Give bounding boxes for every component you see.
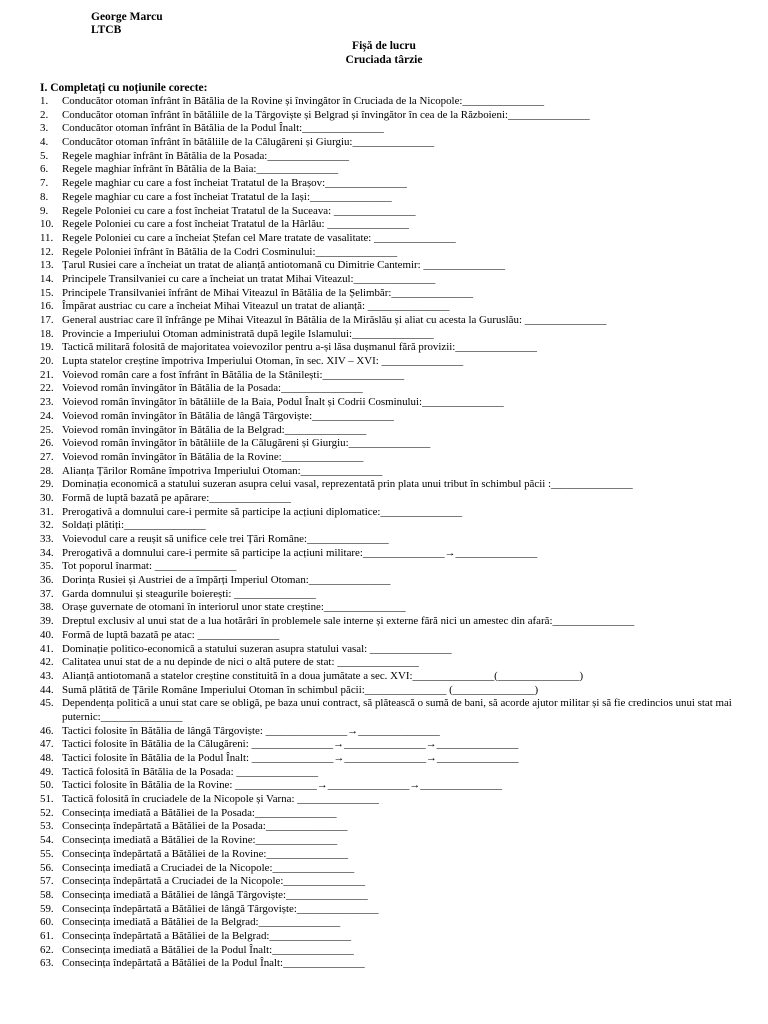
question-text: Regele Poloniei cu care a încheiat Ștefan cel Mare tratate de vasalitate: _______________ [62, 231, 456, 244]
question-item [40, 779, 760, 793]
question-text: Soldați plătiți:_______________ [62, 519, 206, 532]
question-item [40, 191, 760, 205]
question-number: 16. [40, 300, 54, 313]
question-item [40, 533, 760, 547]
question-text: Voievodul care a reușit să unifice cele trei Țări Române:_______________ [62, 533, 389, 545]
question-number: 56. [40, 861, 54, 874]
question-item [40, 150, 760, 164]
school-name: LTCB [91, 24, 122, 36]
worksheet-title: Fișă de lucru [352, 40, 416, 52]
question-item [40, 875, 760, 889]
question-number: 8. [40, 190, 49, 203]
question-item [40, 273, 760, 287]
question-text: Voievod român care a fost înfrânt în Bătălia de la Stânilești:_______________ [62, 368, 405, 381]
question-item [40, 341, 760, 355]
question-text: Sumă plătită de Țările Române Imperiului Otoman în schimbul păcii:_______________ (_______________) [62, 683, 539, 696]
question-number: 13. [40, 259, 54, 272]
question-item [40, 232, 760, 246]
question-text: General austriac care îl înfrânge pe Mihai Viteazul în Bătălia de la Mirăslău și aliat cu acesta la Guruslău: _______________ [62, 314, 607, 326]
question-text: Regele maghiar cu care a fost încheiat Tratatul de la Iași:_______________ [62, 190, 392, 203]
question-text: Consecința imediată a Bătăliei de la Posada:_______________ [62, 806, 337, 819]
question-number: 31. [40, 505, 54, 518]
question-text: Garda domnului și steagurile boierești: _______________ [62, 587, 316, 600]
question-number: 35. [40, 560, 54, 573]
question-text: Împărat austriac cu care a încheiat Mihai Viteazul un tratat de alianță: _______________ [62, 300, 450, 313]
question-number: 22. [40, 382, 54, 395]
question-text: Orașe guvernate de otomani în interiorul unor state creștine:_______________ [62, 601, 406, 614]
question-item [40, 519, 760, 533]
question-text: Alianță antiotomană a statelor creștine constituită în a doua jumătate a sec. XVI:_______________(_______________) [62, 669, 584, 682]
question-number: 63. [40, 957, 54, 970]
question-text: Tactică militară folosită de majoritatea voievozilor pentru a-și lăsa dușmanul fără provizii:_______________ [62, 341, 537, 354]
question-item [40, 560, 760, 574]
question-text: Prerogativă a domnului care-i permite să participe la acțiuni militare:_______________→_______________ [62, 546, 538, 559]
question-item [40, 725, 760, 739]
question-number: 46. [40, 724, 54, 737]
question-item [40, 944, 760, 958]
question-number: 61. [40, 929, 54, 942]
question-item [40, 506, 760, 520]
question-item [40, 109, 760, 123]
question-text: Prerogativă a domnului care-i permite să participe la acțiuni diplomatice:_______________ [62, 505, 463, 518]
question-number: 47. [40, 738, 54, 751]
question-item [40, 396, 760, 410]
question-item [40, 136, 760, 150]
question-item [40, 314, 760, 328]
question-number: 11. [40, 231, 54, 244]
question-text: Regele maghiar înfrânt în Bătălia de la Posada:_______________ [62, 149, 350, 162]
question-item [40, 957, 760, 971]
question-number: 41. [40, 642, 54, 655]
question-number: 14. [40, 272, 54, 285]
question-item [40, 738, 760, 752]
question-number: 33. [40, 533, 54, 545]
question-number: 29. [40, 478, 54, 491]
question-item [40, 95, 760, 109]
question-number: 53. [40, 820, 54, 833]
question-text: Tactici folosite în Bătălia de la Călugăreni: _______________→_______________→_______________ [62, 738, 519, 751]
question-number: 30. [40, 491, 54, 504]
question-number: 17. [40, 314, 54, 326]
question-number: 59. [40, 902, 54, 915]
question-item [40, 259, 760, 273]
question-text: Consecința îndepărtată a Bătăliei de la Podul Înalt:_______________ [62, 957, 365, 970]
question-text: Consecința îndepărtată a Cruciadei de la Nicopole:_______________ [62, 875, 366, 888]
question-text: Lupta statelor creștine împotriva Imperiului Otoman, în sec. XIV – XVI: _______________ [62, 355, 464, 368]
question-text: Consecința imediată a Cruciadei de la Nicopole:_______________ [62, 861, 355, 874]
question-number: 10. [40, 218, 54, 231]
question-number: 23. [40, 396, 54, 409]
question-number: 32. [40, 519, 54, 532]
question-text: Voievod român învingător în Bătălia de lângă Târgoviște:_______________ [62, 409, 394, 422]
question-text: Dorința Rusiei și Austriei de a împărți Imperiul Otoman:_______________ [62, 574, 391, 587]
question-number: 4. [40, 136, 49, 149]
question-number: 20. [40, 355, 54, 368]
question-text: Consecința îndepărtată a Bătăliei de la Belgrad:_______________ [62, 929, 352, 942]
question-number: 21. [40, 368, 54, 381]
question-number: 7. [40, 177, 49, 190]
question-item [40, 246, 760, 260]
question-item [40, 492, 760, 506]
question-text: Calitatea unui stat de a nu depinde de nici o altă putere de stat: _______________ [62, 656, 419, 669]
question-text: Consecința îndepărtată a Bătăliei de la Rovine:_______________ [62, 847, 349, 860]
question-item [40, 547, 760, 561]
question-text: Voievod român învingător în bătăliile de la Baia, Podul Înalt și Codrii Cosminului:_______________ [62, 396, 504, 409]
question-item [40, 478, 760, 492]
question-number: 55. [40, 847, 54, 860]
question-number: 58. [40, 888, 54, 901]
question-item [40, 465, 760, 479]
question-item [40, 697, 760, 724]
question-item [40, 807, 760, 821]
question-item [40, 300, 760, 314]
question-text: Dominația economică a statului suzeran asupra celui vasal, reprezentată prin plata unui tribut în schimbul păcii :_______________ [62, 478, 633, 491]
question-number: 52. [40, 806, 54, 819]
question-text: Tactică folosită în cruciadele de la Nicopole și Varna: _______________ [62, 793, 379, 806]
question-text: Formă de luptă bazată pe apărare:_______________ [62, 491, 291, 504]
question-number: 28. [40, 464, 54, 477]
question-text: Consecința îndepărtată a Bătăliei de la Posada:_______________ [62, 820, 348, 833]
question-item [40, 793, 760, 807]
question-text: Regele Poloniei cu care a fost încheiat Tratatul de la Suceava: _______________ [62, 204, 416, 217]
question-item [40, 766, 760, 780]
question-text: Dominație politico-economică a statului suzeran asupra statului vasal: _______________ [62, 642, 452, 655]
question-text: Provincie a Imperiului Otoman administrată după legile Islamului:_______________ [62, 327, 434, 340]
question-text: Regele Poloniei cu care a fost încheiat Tratatul de la Hârlău: _______________ [62, 218, 409, 231]
question-item [40, 752, 760, 766]
question-item [40, 163, 760, 177]
question-number: 37. [40, 587, 54, 600]
question-text: Principele Transilvaniei cu care a încheiat un tratat Mihai Viteazul:_______________ [62, 272, 436, 285]
question-item [40, 834, 760, 848]
question-number: 27. [40, 450, 54, 463]
question-number: 26. [40, 437, 54, 450]
question-text: Consecința îndepărtată a Bătăliei de lângă Târgoviște:_______________ [62, 902, 379, 915]
question-number: 19. [40, 341, 54, 354]
question-number: 12. [40, 245, 54, 258]
question-list [40, 95, 760, 971]
question-number: 60. [40, 916, 54, 929]
question-number: 38. [40, 601, 54, 614]
question-number: 51. [40, 793, 54, 806]
question-item [40, 369, 760, 383]
question-item [40, 424, 760, 438]
question-item [40, 410, 760, 424]
question-text: Consecința imediată a Bătăliei de lângă Târgoviște:_______________ [62, 888, 368, 901]
question-text: Regele Poloniei înfrânt în Bătălia de la Codri Cosminului:_______________ [62, 245, 398, 258]
question-text: Conducător otoman înfrânt în Bătălia de la Rovine și învingător în Cruciada de la Nicopole:_______________ [62, 95, 545, 107]
question-item [40, 643, 760, 657]
question-number: 3. [40, 122, 49, 135]
section-heading: I. Completați cu noțiunile corecte: [40, 82, 208, 94]
question-number: 62. [40, 943, 54, 956]
question-item [40, 629, 760, 643]
question-text: Dependența politică a unui stat care se obligă, pe baza unui contract, să plătească o sumă de bani, să acorde ajutor militar și să fie credincios unui stat mai puternic:_______________ [62, 697, 732, 723]
question-text: Tactici folosite în Bătălia de la Rovine: _______________→_______________→_______________ [62, 779, 502, 792]
question-item [40, 930, 760, 944]
question-text: Tactici folosite în Bătălia de lângă Târgoviște: _______________→_______________ [62, 724, 440, 737]
question-number: 43. [40, 669, 54, 682]
question-item [40, 177, 760, 191]
question-text: Consecința imediată a Bătăliei de la Rovine:_______________ [62, 834, 338, 847]
question-text: Regele maghiar înfrânt în Bătălia de la Baia:_______________ [62, 163, 339, 176]
question-item [40, 437, 760, 451]
question-item [40, 916, 760, 930]
question-item [40, 218, 760, 232]
worksheet-subtitle: Cruciada târzie [345, 54, 423, 66]
question-text: Conducător otoman înfrânt în Bătălia de la Podul Înalt:_______________ [62, 122, 384, 135]
question-text: Consecința imediată a Bătăliei de la Podul Înalt:_______________ [62, 943, 354, 956]
question-item [40, 820, 760, 834]
question-text: Tactici folosite în Bătălia de la Podul Înalt: _______________→_______________→_______________ [62, 752, 519, 764]
question-text: Dreptul exclusiv al unui stat de a lua hotărâri în problemele sale interne și externe fără nici un amestec din afară:_______________ [62, 615, 635, 628]
question-number: 50. [40, 779, 54, 792]
question-number: 39. [40, 615, 54, 628]
question-number: 40. [40, 628, 54, 641]
question-text: Conducător otoman înfrânt în bătăliile de la Târgoviște și Belgrad și învingător în cea de la Războieni:_______________ [62, 108, 590, 121]
question-text: Tot poporul înarmat: _______________ [62, 560, 237, 573]
question-item [40, 889, 760, 903]
question-number: 57. [40, 875, 54, 888]
question-item [40, 574, 760, 588]
question-text: Conducător otoman înfrânt în bătăliile de la Călugăreni și Giurgiu:_______________ [62, 136, 435, 149]
question-number: 42. [40, 656, 54, 669]
author-name: George Marcu [91, 11, 163, 23]
question-text: Principele Transilvaniei înfrânt de Mihai Viteazul în Bătălia de la Șelimbăr:_______________ [62, 286, 474, 299]
question-text: Voievod român învingător în Bătălia de la Posada:_______________ [62, 382, 363, 395]
question-text: Voievod român învingător în Bătălia de la Belgrad:_______________ [62, 423, 367, 436]
question-item [40, 903, 760, 917]
question-item [40, 848, 760, 862]
question-number: 24. [40, 409, 54, 422]
question-text: Regele maghiar cu care a fost încheiat Tratatul de la Brașov:_______________ [62, 177, 407, 190]
question-item [40, 615, 760, 629]
question-item [40, 656, 760, 670]
question-number: 15. [40, 286, 54, 299]
question-number: 49. [40, 765, 54, 778]
question-text: Alianța Țărilor Române împotriva Imperiului Otoman:_______________ [62, 464, 383, 477]
question-number: 6. [40, 163, 49, 176]
question-text: Țarul Rusiei care a încheiat un tratat de alianță antiotomană cu Dimitrie Cantemir: _______________ [62, 259, 506, 272]
question-number: 9. [40, 204, 49, 217]
question-text: Consecința imediată a Bătăliei de la Belgrad:_______________ [62, 916, 341, 929]
question-text: Tactică folosită în Bătălia de la Posada: _______________ [62, 765, 319, 778]
question-number: 48. [40, 752, 54, 764]
question-item [40, 328, 760, 342]
question-text: Formă de luptă bazată pe atac: _______________ [62, 628, 280, 641]
question-text: Voievod român învingător în Bătălia de la Rovine:_______________ [62, 450, 364, 463]
question-item [40, 862, 760, 876]
question-number: 44. [40, 683, 54, 696]
question-item [40, 451, 760, 465]
question-text: Voievod român învingător în bătăliile de la Călugăreni și Giurgiu:_______________ [62, 437, 431, 450]
question-item [40, 684, 760, 698]
question-item [40, 355, 760, 369]
question-number: 2. [40, 108, 49, 121]
question-number: 45. [40, 697, 54, 710]
question-number: 54. [40, 834, 54, 847]
question-item [40, 205, 760, 219]
question-item [40, 588, 760, 602]
question-number: 25. [40, 423, 54, 436]
question-item [40, 382, 760, 396]
question-item [40, 122, 760, 136]
question-number: 34. [40, 546, 54, 559]
question-item [40, 670, 760, 684]
question-number: 1. [40, 95, 49, 107]
question-number: 36. [40, 574, 54, 587]
question-item [40, 601, 760, 615]
question-item [40, 287, 760, 301]
question-number: 5. [40, 149, 49, 162]
question-number: 18. [40, 327, 54, 340]
